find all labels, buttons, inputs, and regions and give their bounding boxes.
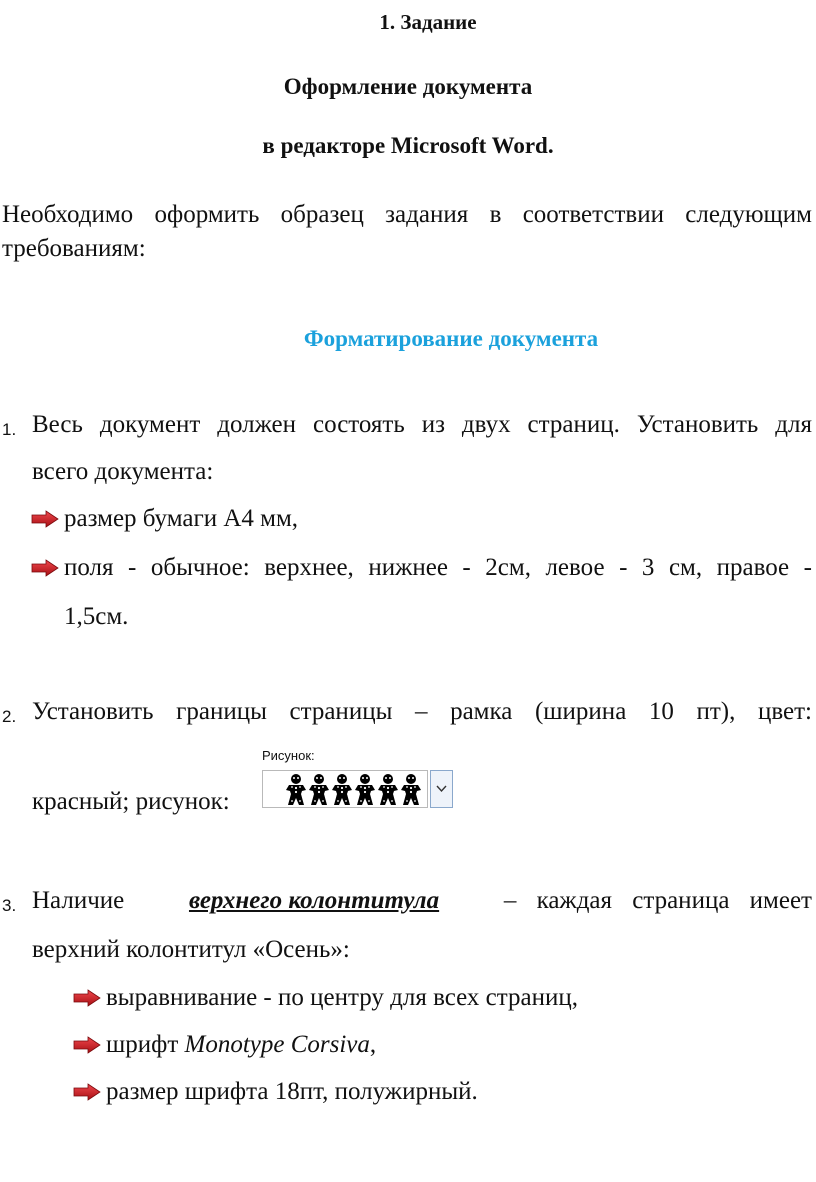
- gingerbread-border-art-icon: [263, 771, 427, 807]
- border-art-picture-select[interactable]: [262, 770, 428, 808]
- picture-dropdown-button[interactable]: [430, 770, 453, 808]
- arrow-bullet-icon: [73, 989, 101, 1007]
- item-1-bullet-2: поля - обычное: верхнее, нижнее - 2см, левое - 3 см, правое -: [64, 554, 812, 581]
- intro-line1: Необходимо оформить образец задания в соответствии следующим: [2, 201, 812, 228]
- arrow-bullet-icon: [73, 1083, 101, 1101]
- font-bullet-prefix: шрифт: [106, 1031, 179, 1058]
- arrow-bullet-icon: [73, 1036, 101, 1054]
- font-name: Monotype Corsiva: [184, 1031, 370, 1058]
- section-title: Форматирование документа: [303, 326, 599, 351]
- arrow-bullet-icon: [31, 510, 59, 528]
- item-2-line1: Установить границы страницы – рамка (ширина 10 пт), цвет:: [32, 698, 812, 725]
- document-title-line1: Оформление документа: [283, 74, 533, 99]
- header-footer-emphasis: верхнего колонтитула: [188, 887, 440, 914]
- task-label: 1. Задание: [379, 10, 477, 34]
- arrow-bullet-icon: [31, 559, 59, 577]
- item-1-number: 1.: [2, 420, 17, 439]
- item-1-bullet-2-continuation: 1,5см.: [64, 603, 129, 630]
- chevron-down-icon: [431, 771, 452, 807]
- picture-label: Рисунок:: [262, 748, 315, 763]
- item-3-line1-end: – каждая страница имеет: [503, 887, 812, 914]
- intro-line2: требованиям:: [2, 235, 146, 262]
- item-3-number: 3.: [2, 896, 17, 915]
- item-3-line1: [32, 887, 812, 915]
- item-3-bullet-1: выравнивание - по центру для всех страниц,: [106, 984, 578, 1011]
- item-3-line1-start: Наличие: [32, 887, 125, 914]
- font-bullet-suffix: ,: [369, 1031, 377, 1058]
- item-1-line2: всего документа:: [32, 458, 214, 485]
- item-3-line2: верхний колонтитул «Осень»:: [32, 936, 350, 963]
- item-3-bullet-3: размер шрифта 18пт, полужирный.: [106, 1078, 478, 1105]
- document-title-line2: в редакторе Microsoft Word.: [262, 133, 554, 158]
- item-2-line2: красный; рисунок:: [32, 788, 230, 815]
- item-2-number: 2.: [2, 707, 17, 726]
- item-1-bullet-1: размер бумаги А4 мм,: [64, 505, 299, 532]
- item-1-line1: Весь документ должен состоять из двух страниц. Установить для: [32, 411, 812, 438]
- item-3-bullet-font: [106, 1031, 376, 1059]
